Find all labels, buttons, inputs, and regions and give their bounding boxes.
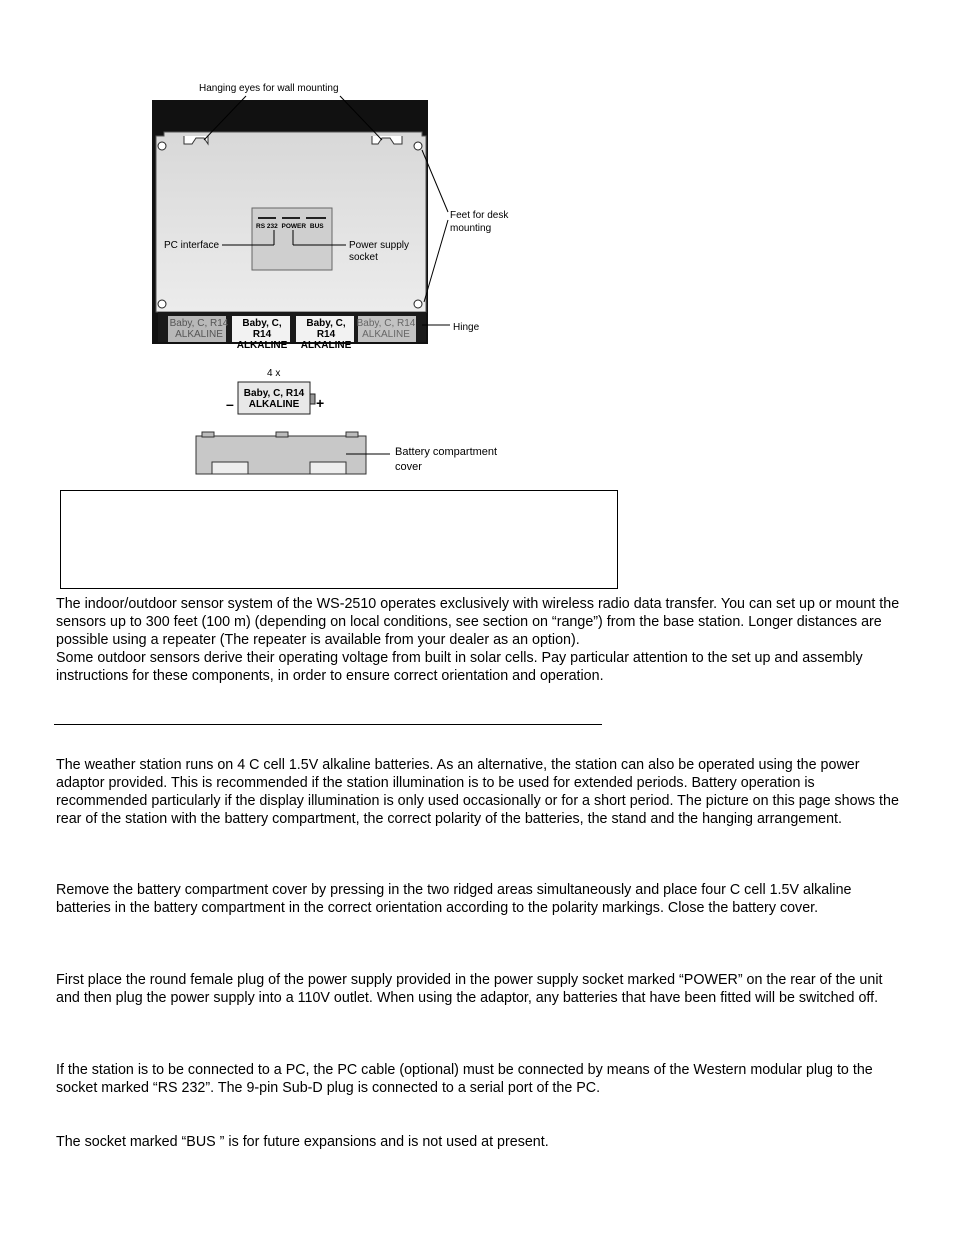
socket-power-label: POWER bbox=[281, 223, 307, 230]
power-adaptor-paragraph: First place the round female plug of the power supply provided in the power supply socket marked “POWER” on the rear of the unit and then plug the power supply into a 110V outlet. When using the adaptor, any batteries that have been fitted will be switched off. bbox=[56, 972, 883, 1006]
socket-labels bbox=[256, 223, 330, 231]
loose-battery-bottom: ALKALINE bbox=[248, 399, 300, 410]
socket-bus-label: BUS bbox=[309, 223, 324, 230]
battery-2-bottom: ALKALINE bbox=[236, 340, 288, 351]
battery-cover-drawing bbox=[190, 362, 520, 480]
sensor-system-paragraph bbox=[56, 595, 901, 685]
battery-2-top: Baby, C, R14 bbox=[242, 318, 282, 340]
cover-label-line2: cover bbox=[395, 461, 422, 473]
minus-sign: – bbox=[226, 396, 234, 412]
pc-interface-label: PC interface bbox=[164, 240, 220, 251]
bus-socket-paragraph: The socket marked “BUS ” is for future expansions and is not used at present. bbox=[56, 1134, 549, 1150]
power-supply-label-line2: socket bbox=[349, 252, 378, 263]
battery-slot-4 bbox=[356, 318, 416, 340]
sensor-range-text: The indoor/outdoor sensor system of the WS-2510 operates exclusively with wireless radio data transfer. You can set up or mount the sensors up to 300 feet (100 m) (depending on local conditions, see section on “range”) from the base station. Longer distances are possible using a repeater (The repeater is available from your dealer as an option). bbox=[56, 596, 900, 648]
battery-count-label: 4 x bbox=[267, 368, 281, 379]
battery-4-bottom: ALKALINE bbox=[362, 329, 410, 340]
feet-label-line1: Feet for desk bbox=[450, 210, 509, 221]
battery-4-top: Baby, C, R14 bbox=[356, 318, 416, 329]
station-rear-figure bbox=[150, 80, 520, 350]
battery-slot-1 bbox=[168, 318, 230, 340]
power-supply-label-line1: Power supply bbox=[349, 240, 410, 251]
plus-sign: + bbox=[316, 395, 325, 411]
battery-3-bottom: ALKALINE bbox=[300, 340, 352, 351]
empty-note-box bbox=[60, 490, 618, 589]
battery-install-paragraph: Remove the battery compartment cover by pressing in the two ridged areas simultaneously and place four C cell 1.5V alkaline batteries in the battery compartment in the correct orientation according to the polarity markings. Close the battery cover. bbox=[56, 882, 852, 916]
loose-battery bbox=[238, 388, 310, 410]
battery-1-bottom: ALKALINE bbox=[175, 329, 223, 340]
socket-rs232-label: RS 232 bbox=[256, 223, 278, 230]
hanging-eyes-label: Hanging eyes for wall mounting bbox=[199, 83, 339, 94]
section-divider bbox=[54, 724, 602, 725]
loose-battery-top: Baby, C, R14 bbox=[243, 388, 305, 399]
battery-3-top: Baby, C, R14 bbox=[306, 318, 346, 340]
battery-1-top: Baby, C, R14 bbox=[169, 318, 229, 329]
power-options-paragraph: The weather station runs on 4 C cell 1.5V alkaline batteries. As an alternative, the station can also be operated using the power adaptor provided. This is recommended if the station illumination is to be used for extended periods. Battery operation is recommended particularly if the display illumination is only used occasionally or for a short period. The picture on this page shows the rear of the station with the battery compartment, the correct polarity of the batteries, the stand and the hanging arrangement. bbox=[56, 757, 899, 827]
cover-label-line1: Battery compartment bbox=[395, 446, 498, 458]
battery-slot-3 bbox=[296, 318, 356, 351]
battery-cover-figure bbox=[190, 362, 520, 480]
feet-label-line2: mounting bbox=[450, 223, 492, 234]
hinge-label: Hinge bbox=[453, 322, 480, 333]
pc-connection-paragraph: If the station is to be connected to a PC, the PC cable (optional) must be connected by means of the Western modular plug to the socket marked “RS 232”. The 9-pin Sub-D plug is connected to a serial port of the PC. bbox=[56, 1062, 873, 1096]
solar-sensor-text: Some outdoor sensors derive their operating voltage from built in solar cells. Pay particular attention to the set up and assembly instructions for these components, in order to ensure correct orientation and operation. bbox=[56, 650, 863, 684]
battery-slot-2 bbox=[232, 318, 292, 351]
